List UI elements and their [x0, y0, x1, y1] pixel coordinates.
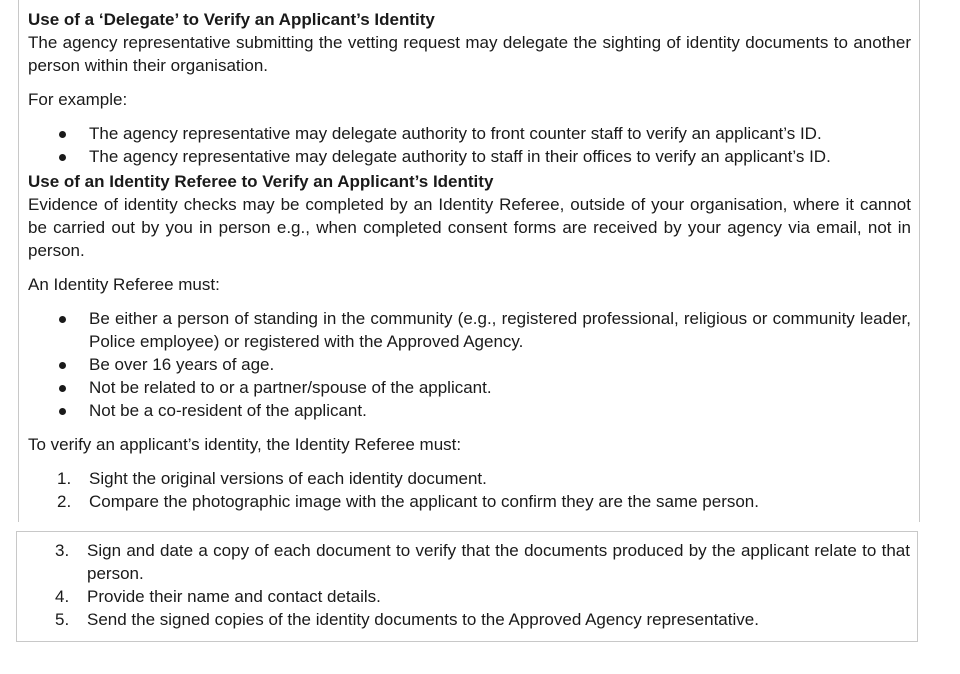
example-intro: For example: — [28, 90, 128, 109]
list-item: The agency representative may delegate authority to front counter staff to verify an applicant’s ID. — [28, 122, 911, 145]
verify-intro: To verify an applicant’s identity, the Identity Referee must: — [28, 435, 462, 454]
list-item: Not be a co-resident of the applicant. — [28, 399, 911, 422]
list-item: The agency representative may delegate authority to staff in their offices to verify an applicant’s ID. — [28, 145, 911, 168]
referee-requirements-list — [28, 307, 911, 422]
verification-steps-list-part1 — [28, 467, 911, 513]
verification-steps-list-part2 — [26, 539, 910, 631]
bullet-icon — [59, 408, 66, 415]
document-body-bottom — [26, 539, 910, 631]
step-number: 1. — [57, 469, 72, 488]
list-item: 4. Provide their name and contact details. — [55, 587, 381, 606]
step-number: 2. — [57, 492, 72, 511]
list-item: 3. Sign and date a copy of each document to verify that the documents produced by the applicant relate to that person. — [55, 541, 910, 583]
list-item: Be over 16 years of age. — [28, 353, 911, 376]
bullet-icon — [59, 385, 66, 392]
step-number: 3. — [55, 541, 70, 560]
document-body-top — [28, 8, 911, 513]
list-item: Not be related to or a partner/spouse of the applicant. — [28, 376, 911, 399]
referee-must-intro: An Identity Referee must: — [28, 275, 220, 294]
section-heading-delegate: Use of a ‘Delegate’ to Verify an Applicant’s Identity — [28, 10, 435, 29]
bullet-icon — [59, 316, 66, 323]
delegate-example-list — [28, 122, 911, 168]
list-item: 1. Sight the original versions of each identity document. — [57, 469, 487, 488]
bullet-icon — [59, 154, 66, 161]
bullet-icon — [59, 131, 66, 138]
identity-referee-paragraph: Evidence of identity checks may be completed by an Identity Referee, outside of your organisation, where it cannot be carried out by you in person e.g., when completed consent forms are received by your agency via email, not in person. — [28, 195, 911, 260]
step-number: 5. — [55, 610, 70, 629]
list-item: 2. Compare the photographic image with the applicant to confirm they are the same person. — [57, 492, 759, 511]
list-item: Be either a person of standing in the community (e.g., registered professional, religious or community leader, Police employee) or registered with the Approved Agency. — [28, 307, 911, 353]
list-item: 5. Send the signed copies of the identity documents to the Approved Agency representative. — [55, 610, 759, 629]
section-heading-identity-referee: Use of an Identity Referee to Verify an Applicant’s Identity — [28, 172, 494, 191]
delegate-paragraph: The agency representative submitting the vetting request may delegate the sighting of identity documents to another person within their organisation. — [28, 33, 911, 75]
step-number: 4. — [55, 587, 70, 606]
bullet-icon — [59, 362, 66, 369]
